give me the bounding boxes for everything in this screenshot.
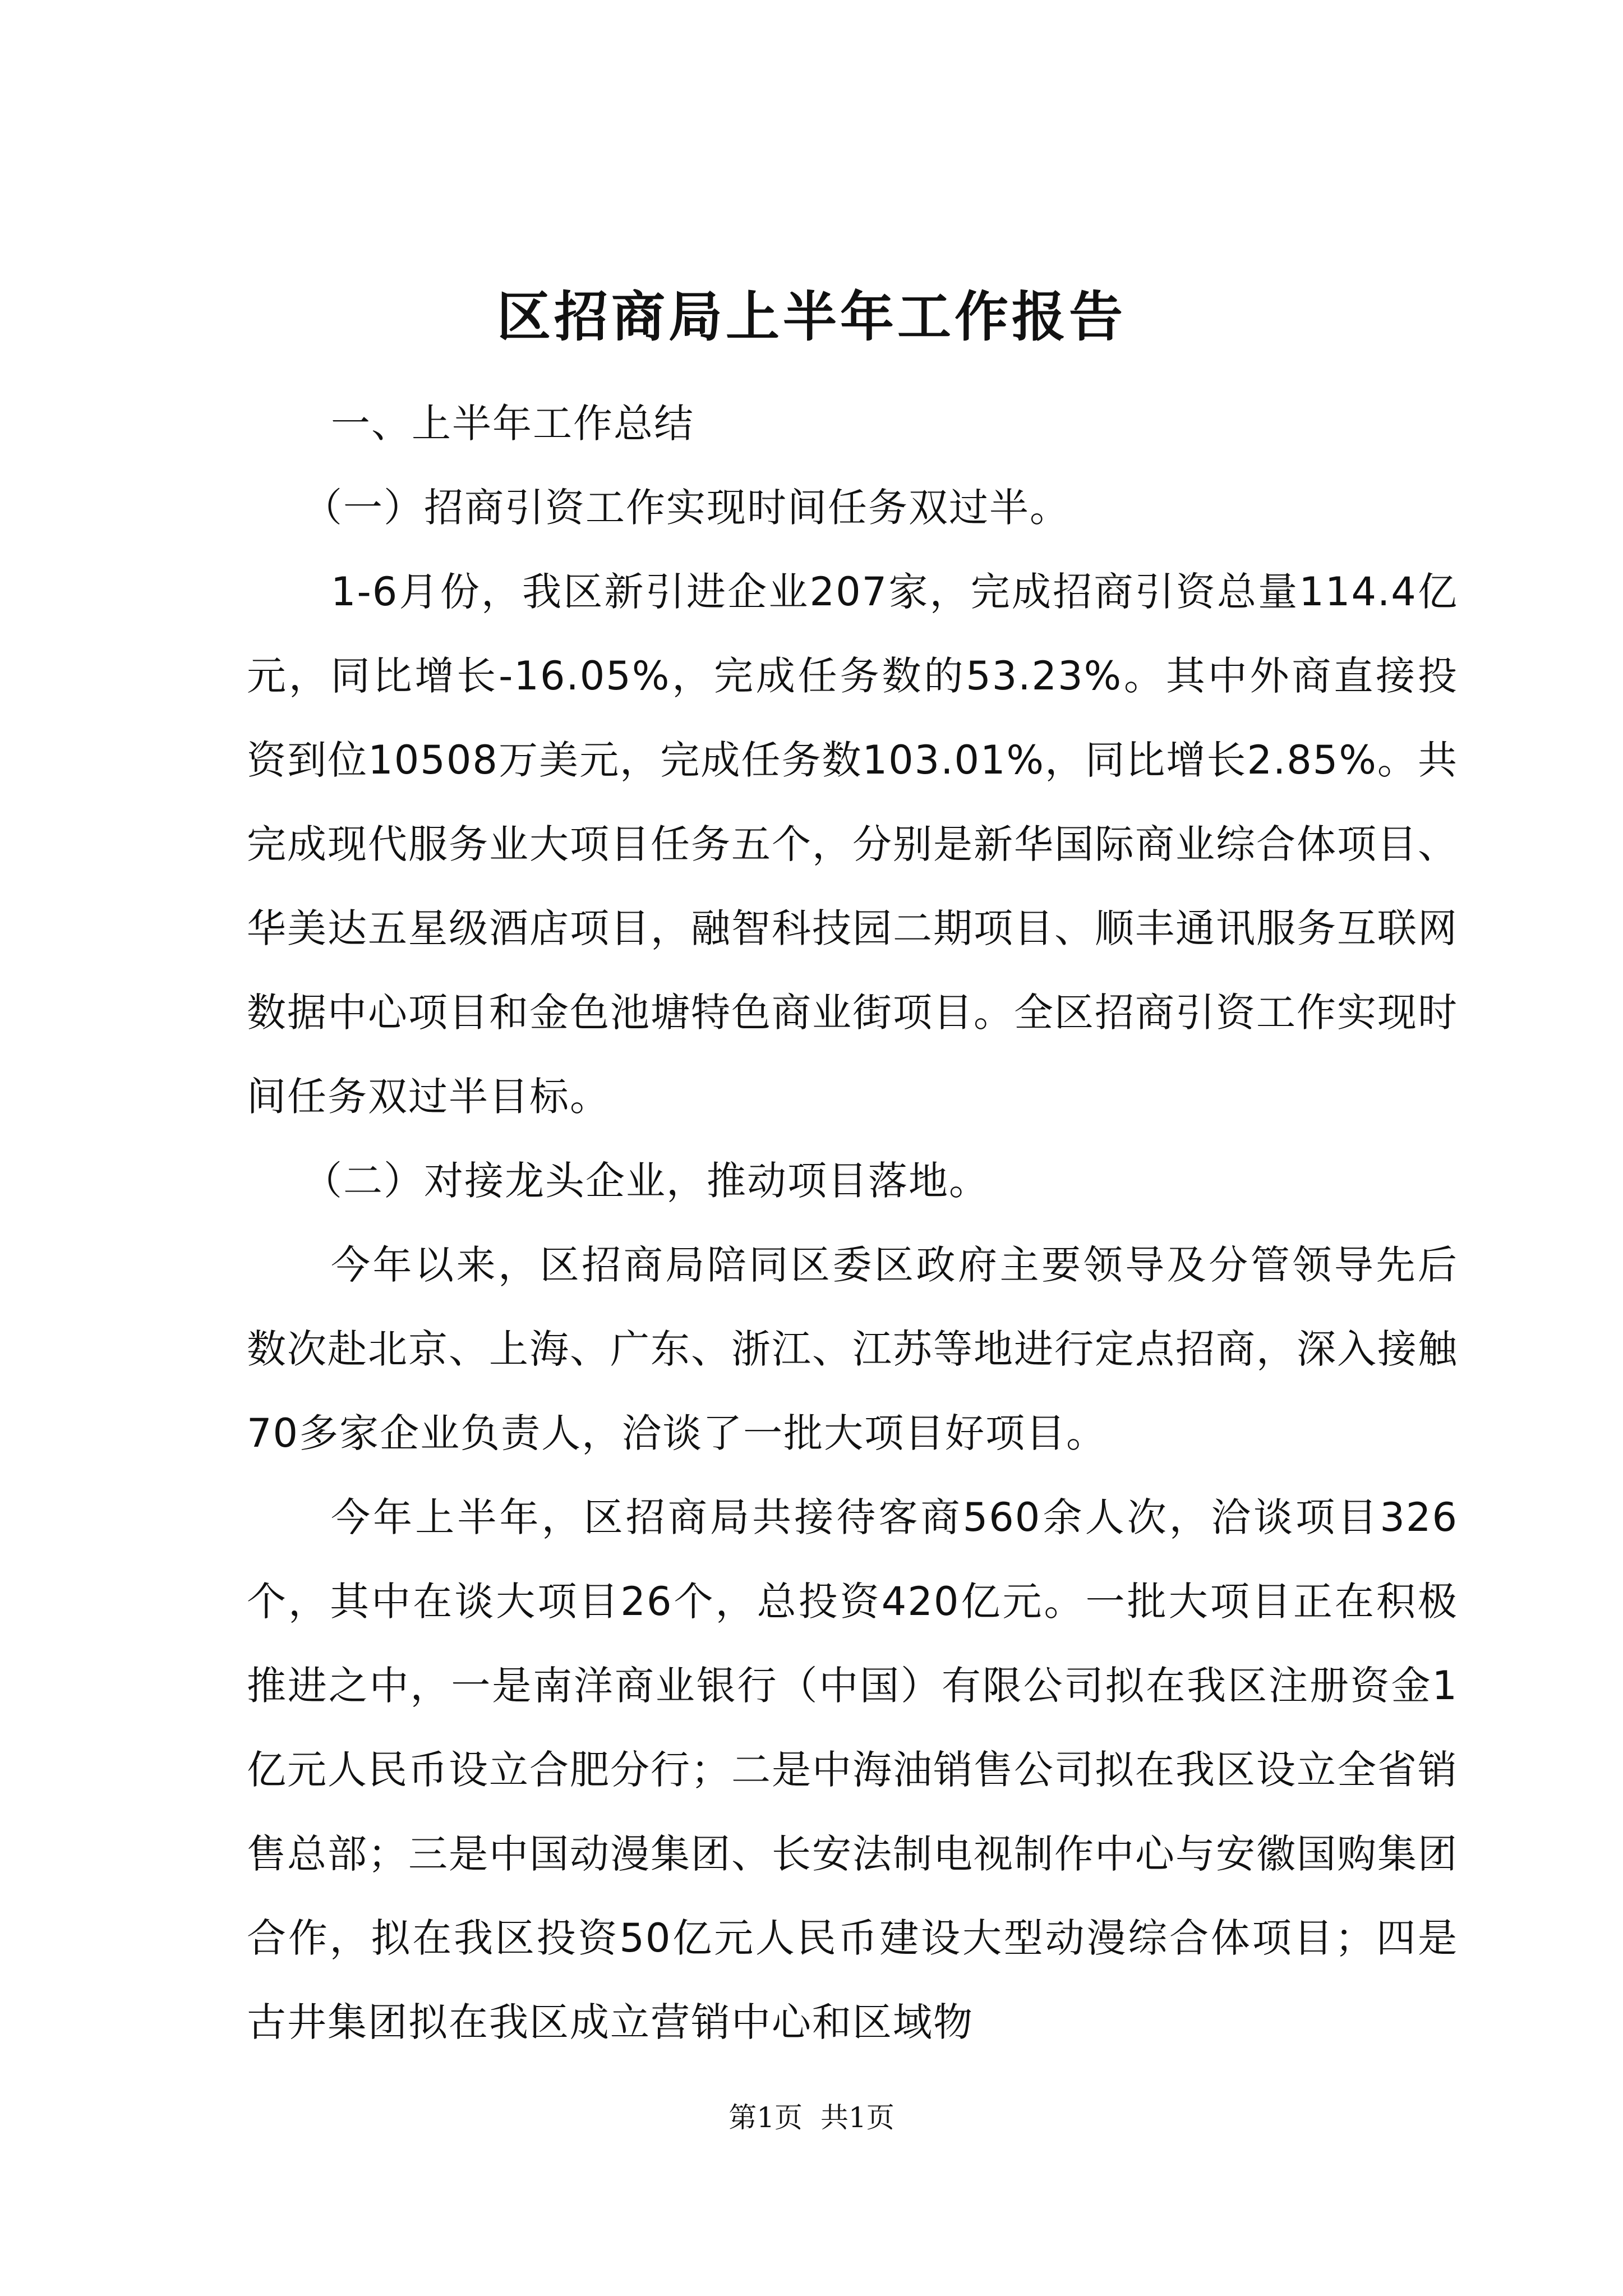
body-paragraph: 今年以来，区招商局陪同区委区政府主要领导及分管领导先后数次赴北京、上海、广东、浙江、江苏等地进行定点招商，深入接触70多家企业负责人，洽谈了一批大项目好项目。 [247,1242,1458,1456]
section-heading: 一、上半年工作总结 [331,401,694,447]
page-footer [0,2098,1623,2137]
body-paragraph: 今年上半年，区招商局共接待客商560余人次，洽谈项目326个，其中在谈大项目26个，总投资420亿元。一批大项目正在积极推进之中，一是南洋商业银行（中国）有限公司拟在我区注册资金1亿元人民币设立合肥分行；二是中海油销售公司拟在我区设立全省销售总部；三是中国动漫集团、长安法制电视制作中心与安徽国购集团合作，拟在我区投资50亿元人民币建设大型动漫综合体项目；四是古井集团拟在我区成立营销中心和区域物 [247,1494,1458,2045]
page-total: 共1页 [820,2101,895,2134]
page-number: 第1页 [728,2101,803,2134]
document-body [247,381,1458,2064]
body-paragraph: 1-6月份，我区新引进企业207家，完成招商引资总量114.4亿元，同比增长-16.05%，完成任务数的53.23%。其中外商直接投资到位10508万美元，完成任务数103.01%，同比增长2.85%。共完成现代服务业大项目任务五个，分别是新华国际商业综合体项目、华美达五星级酒店项目，融智科技园二期项目、顺丰通讯服务互联网数据中心项目和金色池塘特色商业街项目。全区招商引资工作实现时间任务双过半目标。 [247,569,1458,1120]
subsection-heading: （一）招商引资工作实现时间任务双过半。 [303,485,1070,531]
subsection-heading: （二）对接龙头企业，推动项目落地。 [303,1158,989,1204]
document-title: 区招商局上半年工作报告 [497,285,1126,348]
